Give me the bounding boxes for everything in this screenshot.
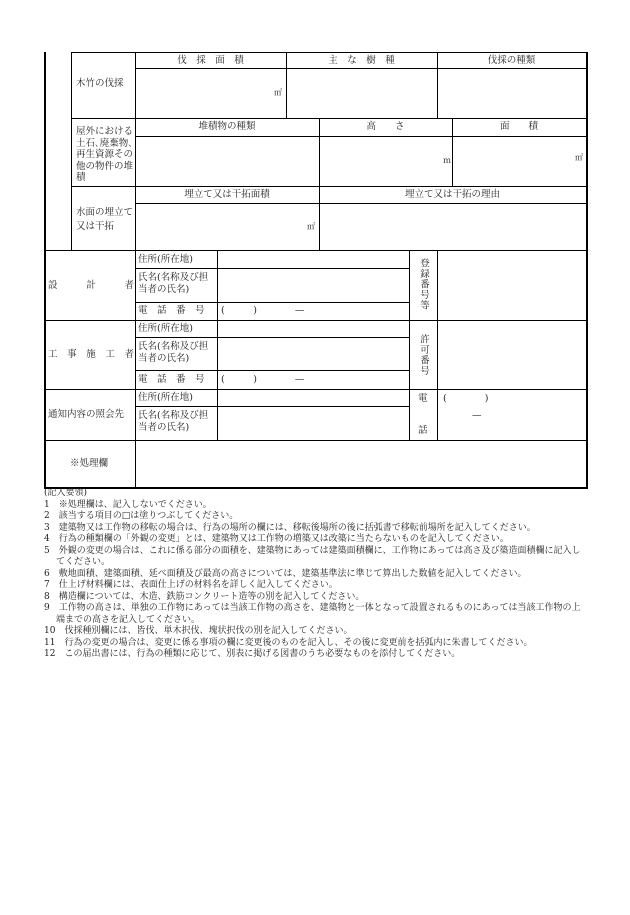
person-field-divider bbox=[217, 250, 218, 440]
contractor-row-line-1 bbox=[135, 337, 409, 338]
designer-label: 設 計 者 bbox=[48, 280, 134, 291]
contractor-permit-label: 許可番号 bbox=[418, 334, 429, 376]
instruction-item: 8 構造欄については、木造、鉄筋コンクリート造等の別を記入してください。 bbox=[44, 591, 365, 602]
designer-row-line-1 bbox=[135, 268, 409, 269]
felling-top-line bbox=[71, 52, 587, 53]
instruction-item: 7 仕上げ材料欄には、表面仕上げの材料名を詳しく記入してください。 bbox=[44, 580, 338, 590]
instruction-item: 6 敷地面積、建築面積、延べ面積及び最高の高さについては、建築基準法に準じて算出した数値を記入してください。 bbox=[44, 568, 527, 579]
reclamation-area-unit: ㎡ bbox=[307, 222, 315, 231]
person-label-divider bbox=[135, 250, 136, 488]
person-value-divider bbox=[409, 250, 410, 440]
storage-area-header: 面 積 bbox=[499, 121, 538, 132]
contact-name-input[interactable] bbox=[219, 408, 407, 438]
felling-type-input[interactable] bbox=[439, 70, 584, 116]
contact-address-input[interactable] bbox=[219, 391, 407, 405]
felling-bottom-line bbox=[71, 118, 587, 119]
storage-bottom-line bbox=[71, 186, 587, 187]
instruction-item: 5 外観の変更の場合は、これに係る部分の面積を、建築物にあっては建築面積欄に、工作物にあっては高さ及び築造面積欄に記入してください。 bbox=[44, 545, 581, 567]
instruction-item: 2 該当する項目の□は塗りつぶしてください。 bbox=[44, 511, 239, 521]
storage-area-input[interactable] bbox=[454, 138, 584, 184]
contractor-name-input[interactable] bbox=[219, 339, 407, 369]
reclamation-bottom-line bbox=[44, 250, 588, 251]
reclamation-area-header: 埋立て又は干拓面積 bbox=[184, 189, 270, 200]
felling-species-input[interactable] bbox=[288, 70, 435, 116]
processing-label: ※処理欄 bbox=[70, 458, 109, 469]
storage-label: 屋外における土石､廃棄物､再生資源その他の物件の堆積 bbox=[76, 126, 134, 183]
instruction-item: 1 ※処理欄は、記入しないでください。 bbox=[44, 499, 212, 510]
felling-area-unit: ㎡ bbox=[274, 88, 282, 97]
contractor-label: 工 事 施 工 者 bbox=[48, 349, 134, 360]
instruction-item: 9 工作物の高さは、単独の工作物にあっては当該工作物の高さを、建築物と一体となって設置されるものにあっては当該工作物の上端までの高さを記入してください。 bbox=[44, 603, 581, 625]
contact-label: 通知内容の照会先 bbox=[48, 409, 125, 420]
instruction-item: 12 この届出書には、行為の種類に応じて、別表に掲げる図書のうち必要なものを添付してください。 bbox=[44, 649, 461, 659]
contractor-address-input[interactable] bbox=[219, 322, 407, 336]
processing-field bbox=[137, 442, 584, 486]
felling-header-line bbox=[135, 68, 587, 69]
contractor-row-line-2 bbox=[135, 370, 409, 371]
contact-tel-label-bottom: 話 bbox=[418, 425, 428, 436]
storage-header-line bbox=[135, 136, 587, 137]
instructions-title: (記入要領) bbox=[44, 488, 88, 498]
contractor-address-label: 住所(所在地) bbox=[138, 323, 193, 334]
contractor-phone-label: 電 話 番 号 bbox=[138, 374, 205, 385]
designer-reg-input[interactable] bbox=[439, 252, 584, 319]
storage-kind-header: 堆積物の種類 bbox=[198, 121, 256, 132]
instruction-item: 10 伐採種別欄には、皆伐、単木択伐、塊状択伐の別を記入してください。 bbox=[44, 626, 353, 636]
storage-kind-input[interactable] bbox=[137, 138, 317, 184]
contact-name-label: 氏名(名称及び担当者の氏名) bbox=[138, 410, 209, 433]
contact-tel-label-top: 電 bbox=[418, 393, 428, 404]
contractor-permit-input[interactable] bbox=[439, 322, 584, 388]
reclamation-area-input[interactable] bbox=[137, 205, 317, 248]
storage-height-unit: ｍ bbox=[443, 156, 451, 165]
contact-row-line bbox=[135, 406, 409, 407]
reclamation-reason-header: 埋立て又は干拓の理由 bbox=[404, 189, 500, 200]
instruction-item: 11 行為の変更の場合は、変更に係る事項の欄に変更後のものを記入し、その後に変更前を括弧内に朱書してください。 bbox=[44, 637, 533, 648]
designer-address-input[interactable] bbox=[219, 252, 407, 267]
storage-height-header: 高 さ bbox=[366, 121, 405, 132]
designer-row-line-2 bbox=[135, 302, 409, 303]
instruction-item: 3 建築物又は工作物の移転の場合は、行為の場所の欄には、移転後場所の後に括弧書で移転前場所を記入してください。 bbox=[44, 522, 536, 533]
felling-area-header: 伐 採 面 積 bbox=[177, 55, 244, 66]
felling-area-input[interactable] bbox=[137, 70, 284, 116]
contractor-bottom-line bbox=[44, 389, 588, 390]
felling-type-header: 伐採の種類 bbox=[487, 55, 536, 66]
designer-name-input[interactable] bbox=[219, 270, 407, 301]
reclamation-label: 水面の埋立て又は干拓 bbox=[76, 207, 134, 232]
table-left-border bbox=[44, 52, 46, 488]
storage-height-input[interactable] bbox=[321, 138, 450, 184]
person-reg-divider bbox=[437, 250, 438, 440]
storage-area-unit: ㎡ bbox=[575, 153, 583, 162]
contact-bottom-line bbox=[44, 440, 588, 441]
designer-bottom-line bbox=[44, 320, 588, 321]
contractor-name-label: 氏名(名称及び担当者の氏名) bbox=[138, 341, 209, 364]
designer-name-label: 氏名(名称及び担当者の氏名) bbox=[138, 272, 209, 295]
inner-left-divider bbox=[71, 52, 72, 250]
contractor-phone-value: ( ) — bbox=[221, 374, 305, 385]
designer-reg-label: 登録番号等 bbox=[418, 258, 429, 311]
reclamation-reason-input[interactable] bbox=[321, 205, 584, 248]
instructions bbox=[44, 488, 584, 661]
felling-label: 木竹の伐採 bbox=[76, 78, 124, 89]
felling-species-header: 主 な 樹 種 bbox=[328, 55, 395, 66]
contact-tel-value-area: ( ) bbox=[443, 393, 489, 404]
contact-address-label: 住所(所在地) bbox=[138, 392, 193, 403]
section-label-divider bbox=[135, 52, 136, 250]
reclamation-header-line bbox=[135, 203, 587, 204]
instruction-item: 4 行為の種類欄の「外観の変更」とは、建築物又は工作物の増築又は改築に当たらないものを記入してください。 bbox=[44, 534, 509, 544]
contact-tel-value-number: — bbox=[472, 410, 482, 421]
designer-phone-label: 電 話 番 号 bbox=[138, 305, 205, 316]
designer-phone-value: ( ) — bbox=[221, 305, 305, 316]
designer-address-label: 住所(所在地) bbox=[138, 254, 193, 265]
